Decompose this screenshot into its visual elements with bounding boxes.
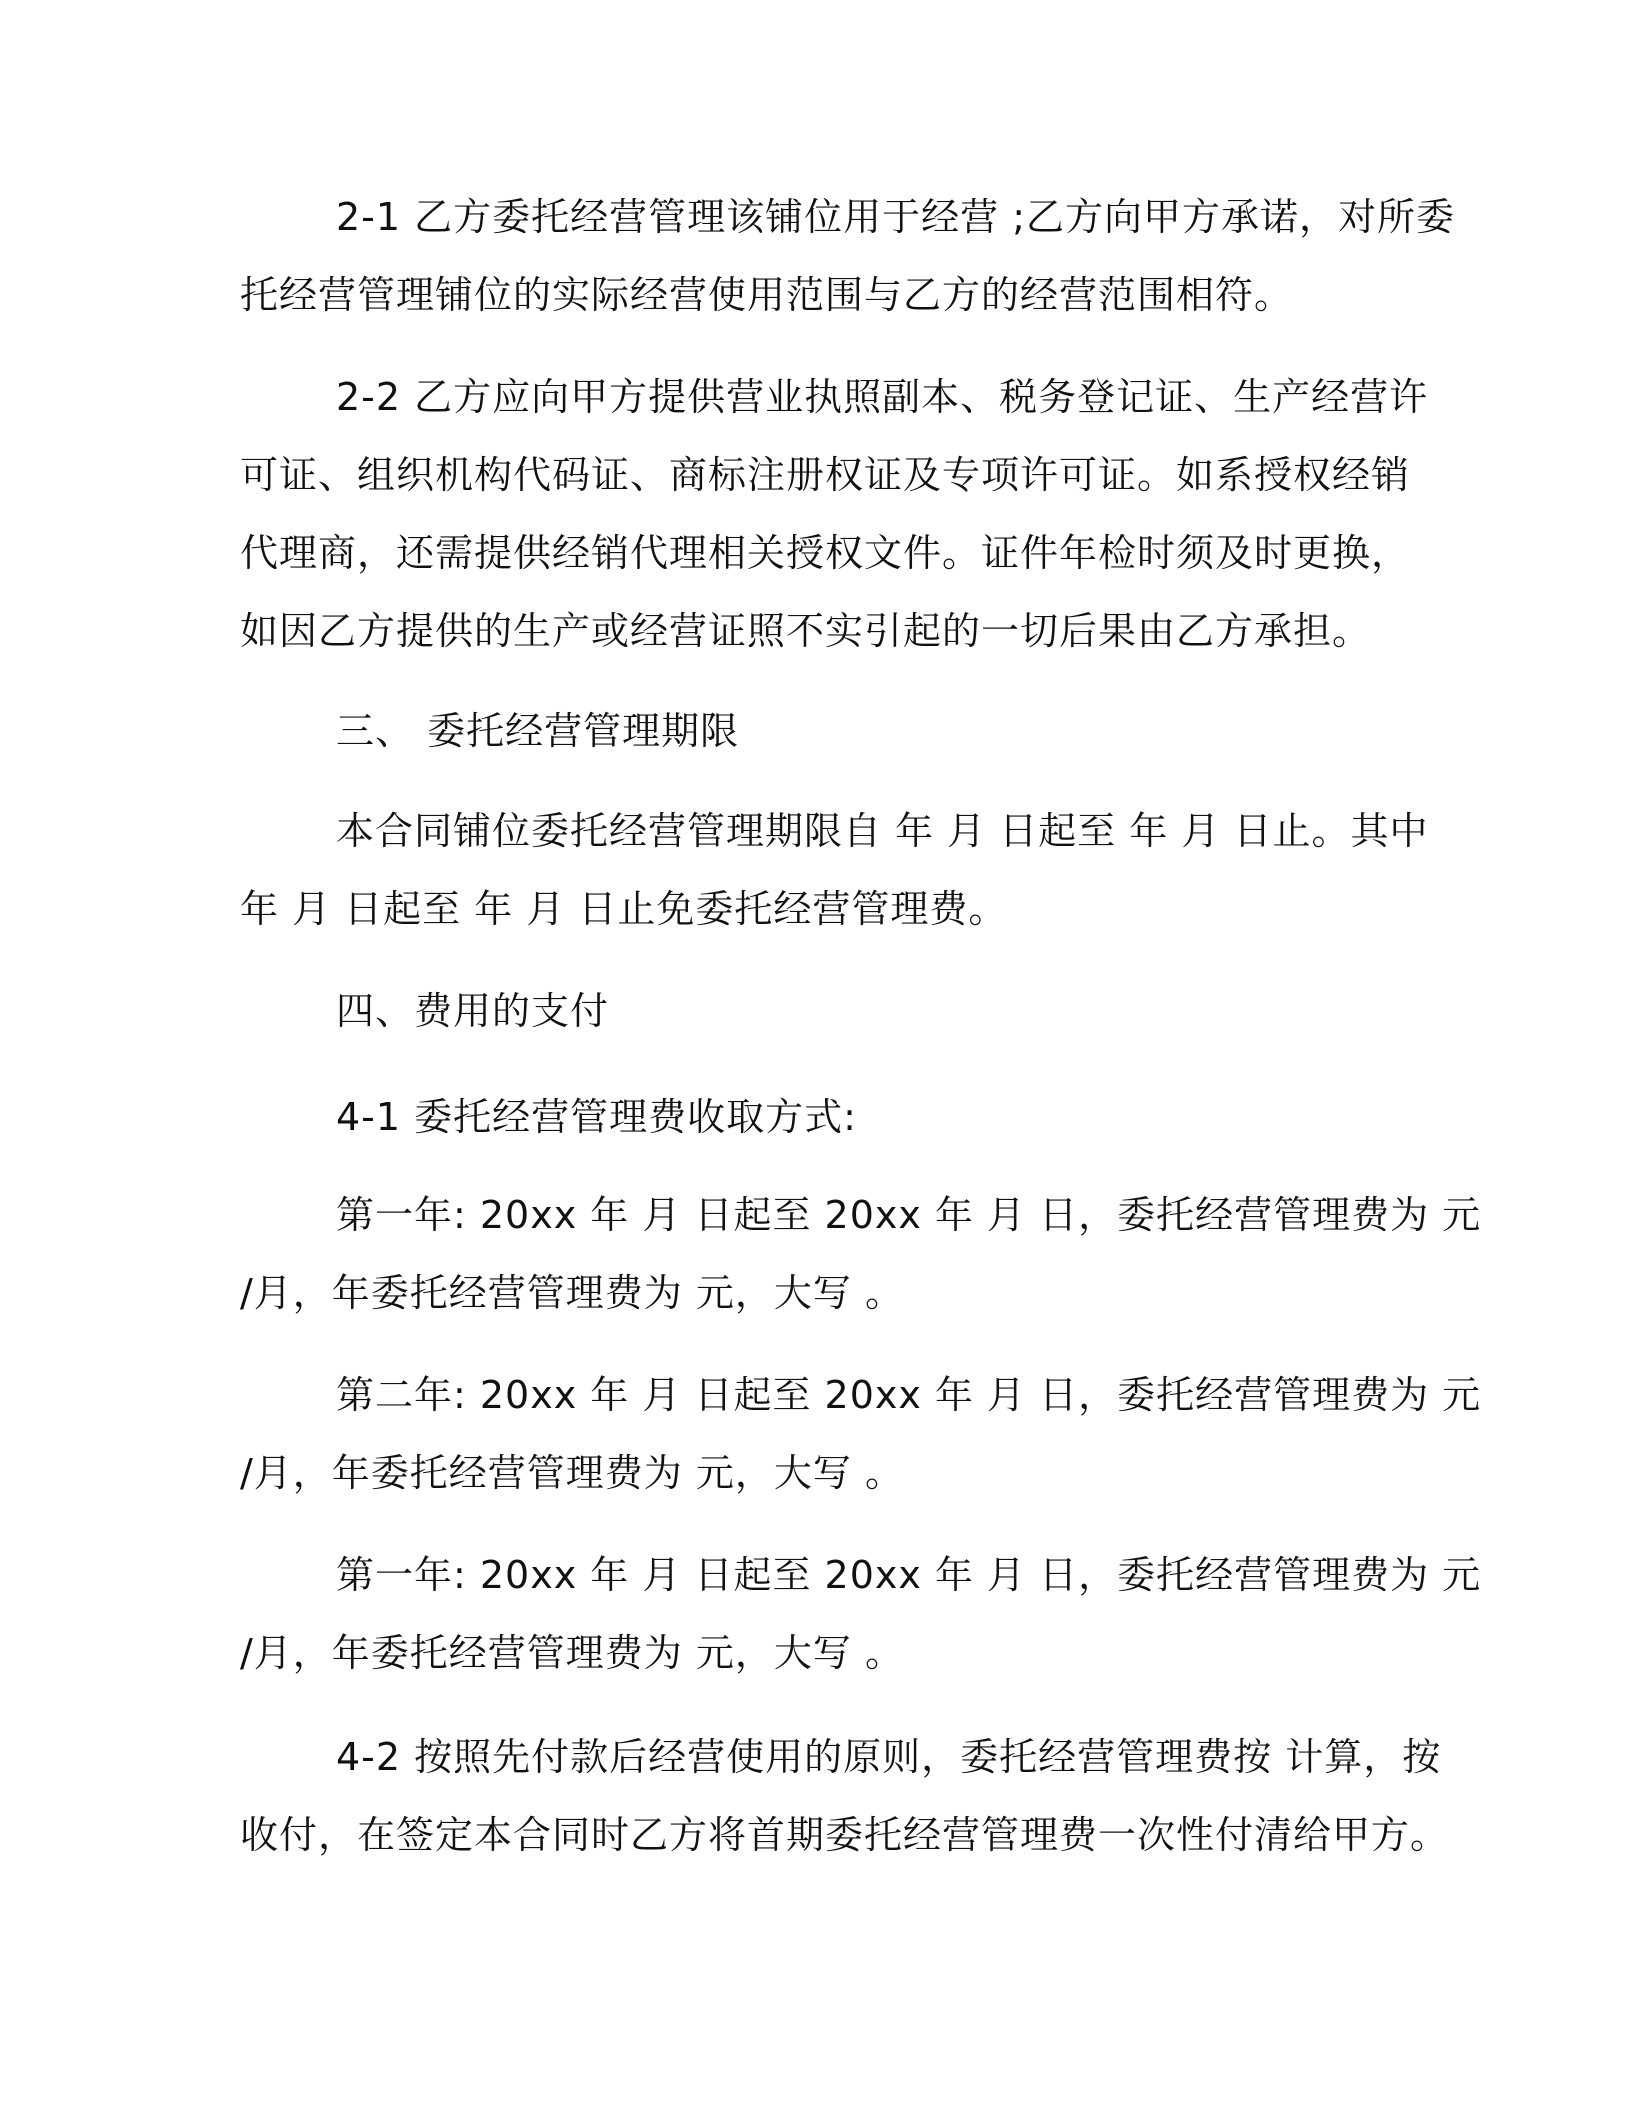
paragraph-line: 年 月 日起至 年 月 日止免委托经营管理费。	[240, 887, 1008, 931]
paragraph-line: /月，年委托经营管理费为 元，大写 。	[240, 1451, 904, 1495]
paragraph-2-1	[240, 178, 1456, 334]
section-heading-4: 四、费用的支付	[336, 989, 610, 1033]
paragraph-line: 如因乙方提供的生产或经营证照不实引起的一切后果由乙方承担。	[240, 609, 1372, 653]
paragraph-line: 2-1 乙方委托经营管理该铺位用于经营 ;乙方向甲方承诺，对所委	[336, 195, 1456, 239]
paragraph-2-2	[240, 358, 1429, 670]
section-heading-3: 三、 委托经营管理期限	[336, 709, 740, 753]
paragraph-line: 托经营管理铺位的实际经营使用范围与乙方的经营范围相符。	[240, 273, 1294, 317]
paragraph-line: 第一年: 20xx 年 月 日起至 20xx 年 月 日，委托经营管理费为 元	[336, 1553, 1482, 1597]
paragraph-year-three	[240, 1536, 1482, 1692]
paragraph-line: 可证、组织机构代码证、商标注册权证及专项许可证。如系授权经销	[240, 453, 1411, 497]
paragraph-4-2	[240, 1718, 1450, 1874]
paragraph-line: 代理商，还需提供经销代理相关授权文件。证件年检时须及时更换，	[240, 531, 1411, 575]
paragraph-term	[240, 792, 1429, 948]
paragraph-line: 2-2 乙方应向甲方提供营业执照副本、税务登记证、生产经营许	[336, 375, 1429, 419]
paragraph-line: 4-2 按照先付款后经营使用的原则，委托经营管理费按 计算，按	[336, 1735, 1442, 1779]
paragraph-line: /月，年委托经营管理费为 元，大写 。	[240, 1271, 904, 1315]
paragraph-line: /月，年委托经营管理费为 元，大写 。	[240, 1631, 904, 1675]
paragraph-line: 第二年: 20xx 年 月 日起至 20xx 年 月 日，委托经营管理费为 元	[336, 1373, 1482, 1417]
paragraph-line: 第一年: 20xx 年 月 日起至 20xx 年 月 日，委托经营管理费为 元	[336, 1193, 1482, 1237]
paragraph-4-1: 4-1 委托经营管理费收取方式:	[336, 1095, 857, 1139]
paragraph-line: 收付，在签定本合同时乙方将首期委托经营管理费一次性付清给甲方。	[240, 1813, 1450, 1857]
paragraph-year-two	[240, 1356, 1482, 1512]
paragraph-year-one	[240, 1176, 1482, 1332]
paragraph-line: 本合同铺位委托经营管理期限自 年 月 日起至 年 月 日止。其中	[336, 809, 1429, 853]
